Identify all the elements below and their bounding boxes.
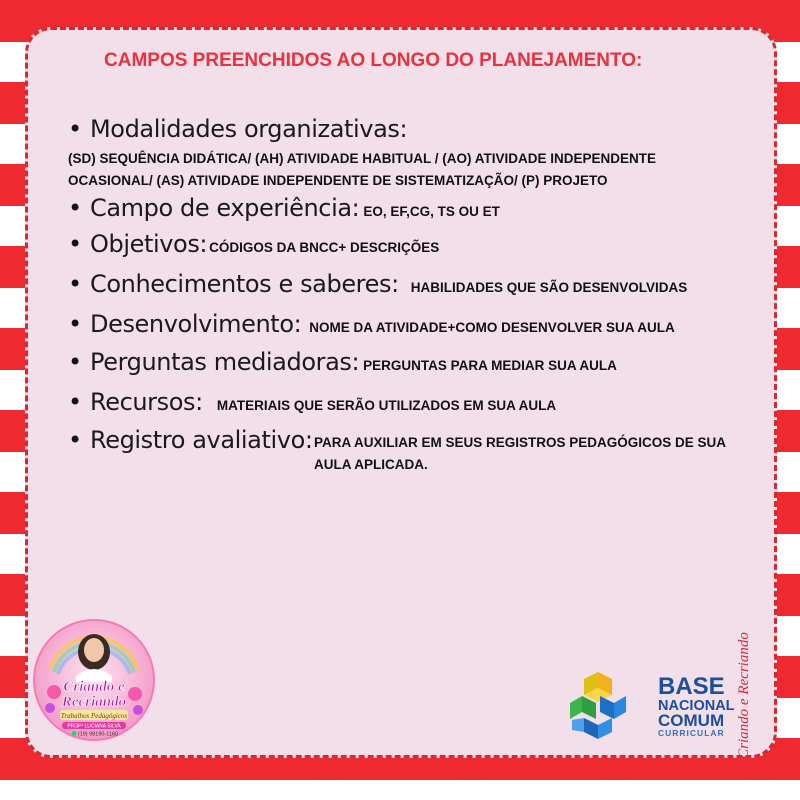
item-description-line: OCASIONAL/ (AS) ATIVIDADE INDEPENDENTE DE SISTEMATIZAÇÃO/ (P) PROJETO — [68, 173, 608, 188]
bncc-line2: NACIONAL — [658, 698, 735, 714]
item-label: Modalidades organizativas: — [90, 115, 408, 143]
logo-line2: Recriando — [61, 694, 127, 710]
bullet: • — [68, 388, 83, 416]
bullet: • — [68, 426, 83, 454]
bullet: • — [68, 115, 83, 143]
list-item-objetivos — [68, 230, 439, 258]
logo-author: PROFª LUCIANA SILVA — [67, 723, 121, 730]
list-item-conhecimentos — [68, 270, 687, 298]
item-label: Objetivos: — [90, 230, 208, 258]
logo-phone: (19) 98190-1160 — [77, 731, 119, 738]
item-description — [68, 148, 656, 192]
item-description-line: (SD) SEQUÊNCIA DIDÁTICA/ (AH) ATIVIDADE HABITUAL / (AO) ATIVIDADE INDEPENDENTE — [68, 151, 657, 166]
bullet: • — [68, 270, 83, 298]
item-description-line: AULA APLICADA. — [314, 457, 428, 472]
cubes-icon — [570, 672, 626, 739]
whatsapp-icon — [72, 731, 77, 736]
logo-banner: Trabalhos Pedagógicos — [60, 712, 128, 720]
list-item-registro — [68, 426, 313, 454]
bullet: • — [68, 348, 83, 376]
item-description: NOME DA ATIVIDADE+COMO DESENVOLVER SUA AULA — [309, 320, 675, 335]
item-description: CÓDIGOS DA BNCC+ DESCRIÇÕES — [209, 240, 440, 255]
list-item-perguntas — [68, 348, 617, 376]
bncc-line4: CURRICULAR — [658, 728, 725, 738]
item-label: Registro avaliativo: — [90, 426, 313, 454]
item-label: Conhecimentos e saberes: — [90, 270, 399, 298]
bullet: • — [68, 310, 83, 338]
bncc-line3: COMUM — [658, 711, 725, 730]
page-title: CAMPOS PREENCHIDOS AO LONGO DO PLANEJAMENTO: — [104, 50, 643, 71]
list-item-recursos — [68, 388, 556, 416]
logo-line1: Criando e — [63, 679, 125, 695]
item-label: Desenvolvimento: — [90, 310, 302, 338]
item-description: EO, EF,CG, TS OU ET — [363, 204, 500, 219]
bncc-logo — [568, 668, 738, 740]
bullet: • — [68, 194, 83, 222]
criando-recriando-logo — [32, 618, 156, 742]
item-description-line: PARA AUXILIAR EM SEUS REGISTROS PEDAGÓGICOS DE SUA — [314, 435, 727, 450]
item-label: Recursos: — [90, 388, 203, 416]
list-item-campo — [68, 194, 500, 222]
bullet: • — [68, 230, 83, 258]
side-signature — [724, 631, 764, 759]
item-description: PERGUNTAS PARA MEDIAR SUA AULA — [363, 358, 617, 373]
item-description — [314, 432, 726, 476]
item-label: Campo de experiência: — [90, 194, 360, 222]
list-item-desenvolvimento — [68, 310, 675, 338]
item-description: HABILIDADES QUE SÃO DESENVOLVIDAS — [410, 280, 688, 295]
side-signature-text: Criando e Recriando — [735, 631, 752, 759]
list-item-modalidades — [68, 115, 407, 143]
item-description: MATERIAIS QUE SERÃO UTILIZADOS EM SUA AULA — [216, 398, 557, 413]
bncc-line1: BASE — [658, 673, 725, 700]
item-label: Perguntas mediadoras: — [90, 348, 360, 376]
